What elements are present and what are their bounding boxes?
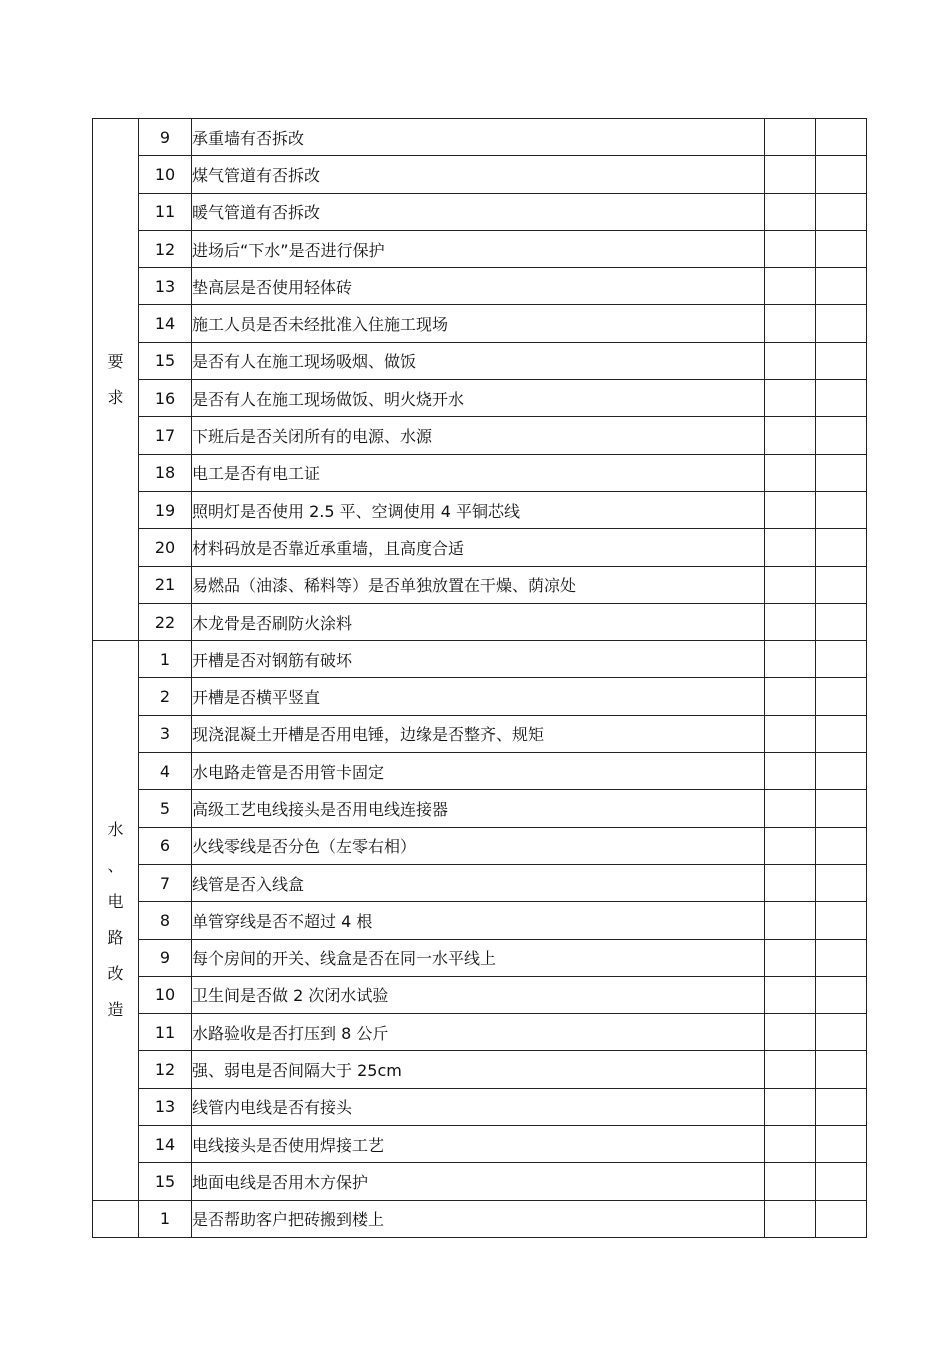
- item-number: 9: [139, 939, 192, 976]
- table-row: [93, 268, 867, 305]
- table-row: [93, 1200, 867, 1237]
- table-row: [93, 417, 867, 454]
- item-number: 16: [139, 380, 192, 417]
- check-cell-no[interactable]: [816, 268, 867, 305]
- check-cell-yes[interactable]: [765, 864, 816, 901]
- item-number: 5: [139, 790, 192, 827]
- table-row: [93, 753, 867, 790]
- table-row: [93, 491, 867, 528]
- item-description: 易燃品（油漆、稀料等）是否单独放置在干燥、荫凉处: [192, 566, 765, 603]
- table-row: [93, 864, 867, 901]
- check-cell-no[interactable]: [816, 342, 867, 379]
- check-cell-yes[interactable]: [765, 902, 816, 939]
- item-description: 单管穿线是否不超过 4 根: [192, 902, 765, 939]
- check-cell-yes[interactable]: [765, 1014, 816, 1051]
- item-description: 强、弱电是否间隔大于 25cm: [192, 1051, 765, 1088]
- check-cell-no[interactable]: [816, 1163, 867, 1200]
- check-cell-no[interactable]: [816, 864, 867, 901]
- check-cell-no[interactable]: [816, 454, 867, 491]
- table-row: [93, 1051, 867, 1088]
- table-row: [93, 342, 867, 379]
- table-row: [93, 678, 867, 715]
- item-number: 9: [139, 119, 192, 156]
- item-description: 线管内电线是否有接头: [192, 1088, 765, 1125]
- check-cell-yes[interactable]: [765, 715, 816, 752]
- item-number: 20: [139, 529, 192, 566]
- check-cell-no[interactable]: [816, 603, 867, 640]
- check-cell-no[interactable]: [816, 753, 867, 790]
- item-description: 线管是否入线盒: [192, 864, 765, 901]
- check-cell-yes[interactable]: [765, 753, 816, 790]
- check-cell-no[interactable]: [816, 1126, 867, 1163]
- item-description: 水路验收是否打压到 8 公斤: [192, 1014, 765, 1051]
- check-cell-no[interactable]: [816, 976, 867, 1013]
- check-cell-no[interactable]: [816, 491, 867, 528]
- table-row: [93, 827, 867, 864]
- category-label-char: 改: [107, 964, 124, 984]
- category-label: [93, 344, 138, 416]
- item-description: 煤气管道有否拆改: [192, 156, 765, 193]
- item-number: 14: [139, 1126, 192, 1163]
- check-cell-yes[interactable]: [765, 491, 816, 528]
- item-number: 17: [139, 417, 192, 454]
- table-row: [93, 566, 867, 603]
- item-description: 卫生间是否做 2 次闭水试验: [192, 976, 765, 1013]
- table-row: [93, 976, 867, 1013]
- table-row: [93, 529, 867, 566]
- table-row: [93, 193, 867, 230]
- item-number: 19: [139, 491, 192, 528]
- item-number: 8: [139, 902, 192, 939]
- item-number: 11: [139, 1014, 192, 1051]
- check-cell-no[interactable]: [816, 641, 867, 678]
- category-label-char: 要: [107, 351, 124, 371]
- check-cell-yes[interactable]: [765, 268, 816, 305]
- category-label-char: 、: [107, 856, 124, 876]
- category-cell: [93, 119, 139, 641]
- table-row: [93, 715, 867, 752]
- item-number: 22: [139, 603, 192, 640]
- check-cell-no[interactable]: [816, 230, 867, 267]
- check-cell-yes[interactable]: [765, 939, 816, 976]
- item-number: 15: [139, 342, 192, 379]
- item-number: 12: [139, 230, 192, 267]
- check-cell-yes[interactable]: [765, 230, 816, 267]
- item-description: 是否有人在施工现场吸烟、做饭: [192, 342, 765, 379]
- item-description: 火线零线是否分色（左零右相）: [192, 827, 765, 864]
- item-number: 12: [139, 1051, 192, 1088]
- table-row: [93, 790, 867, 827]
- category-label-char: 电: [107, 892, 124, 912]
- check-cell-no[interactable]: [816, 529, 867, 566]
- check-cell-no[interactable]: [816, 939, 867, 976]
- check-cell-yes[interactable]: [765, 1126, 816, 1163]
- check-cell-yes[interactable]: [765, 193, 816, 230]
- item-number: 10: [139, 976, 192, 1013]
- check-cell-no[interactable]: [816, 1014, 867, 1051]
- table-row: [93, 380, 867, 417]
- check-cell-no[interactable]: [816, 305, 867, 342]
- item-description: 垫高层是否使用轻体砖: [192, 268, 765, 305]
- item-description: 开槽是否横平竖直: [192, 678, 765, 715]
- check-cell-yes[interactable]: [765, 1200, 816, 1237]
- check-cell-no[interactable]: [816, 380, 867, 417]
- item-description: 现浇混凝土开槽是否用电锤，边缘是否整齐、规矩: [192, 715, 765, 752]
- category-cell: [93, 641, 139, 1200]
- check-cell-no[interactable]: [816, 417, 867, 454]
- item-description: 暖气管道有否拆改: [192, 193, 765, 230]
- item-description: 木龙骨是否刷防火涂料: [192, 603, 765, 640]
- item-description: 照明灯是否使用 2.5 平、空调使用 4 平铜芯线: [192, 491, 765, 528]
- item-description: 高级工艺电线接头是否用电线连接器: [192, 790, 765, 827]
- check-cell-no[interactable]: [816, 678, 867, 715]
- table-row: [93, 1163, 867, 1200]
- check-cell-yes[interactable]: [765, 119, 816, 156]
- check-cell-yes[interactable]: [765, 827, 816, 864]
- item-number: 7: [139, 864, 192, 901]
- category-label-char: 造: [107, 1000, 124, 1020]
- check-cell-yes[interactable]: [765, 417, 816, 454]
- check-cell-yes[interactable]: [765, 641, 816, 678]
- check-cell-yes[interactable]: [765, 1088, 816, 1125]
- table-row: [93, 156, 867, 193]
- item-description: 承重墙有否拆改: [192, 119, 765, 156]
- check-cell-yes[interactable]: [765, 603, 816, 640]
- check-cell-yes[interactable]: [765, 342, 816, 379]
- category-cell: [93, 1200, 139, 1237]
- item-description: 是否有人在施工现场做饭、明火烧开水: [192, 380, 765, 417]
- item-description: 电工是否有电工证: [192, 454, 765, 491]
- item-number: 18: [139, 454, 192, 491]
- table-row: [93, 1088, 867, 1125]
- check-cell-no[interactable]: [816, 790, 867, 827]
- check-cell-yes[interactable]: [765, 305, 816, 342]
- item-description: 进场后“下水”是否进行保护: [192, 230, 765, 267]
- item-number: 11: [139, 193, 192, 230]
- item-number: 13: [139, 268, 192, 305]
- check-cell-yes[interactable]: [765, 380, 816, 417]
- category-label-char: 求: [107, 387, 124, 407]
- check-cell-no[interactable]: [816, 1088, 867, 1125]
- check-cell-yes[interactable]: [765, 976, 816, 1013]
- item-number: 1: [139, 1200, 192, 1237]
- check-cell-yes[interactable]: [765, 529, 816, 566]
- item-number: 4: [139, 753, 192, 790]
- check-cell-yes[interactable]: [765, 156, 816, 193]
- table-row: [93, 305, 867, 342]
- table-row: [93, 454, 867, 491]
- category-label-char: 路: [107, 928, 124, 948]
- table-row: [93, 902, 867, 939]
- check-cell-yes[interactable]: [765, 1163, 816, 1200]
- item-number: 14: [139, 305, 192, 342]
- item-description: 每个房间的开关、线盒是否在同一水平线上: [192, 939, 765, 976]
- table-row: [93, 641, 867, 678]
- check-cell-no[interactable]: [816, 902, 867, 939]
- item-description: 电线接头是否使用焊接工艺: [192, 1126, 765, 1163]
- item-description: 下班后是否关闭所有的电源、水源: [192, 417, 765, 454]
- item-number: 10: [139, 156, 192, 193]
- table-row: [93, 1126, 867, 1163]
- table-row: [93, 939, 867, 976]
- check-cell-yes[interactable]: [765, 566, 816, 603]
- item-number: 15: [139, 1163, 192, 1200]
- item-description: 材料码放是否靠近承重墙，且高度合适: [192, 529, 765, 566]
- table-row: [93, 230, 867, 267]
- item-description: 开槽是否对钢筋有破坏: [192, 641, 765, 678]
- checklist-body: [93, 119, 867, 1238]
- item-number: 1: [139, 641, 192, 678]
- table-row: [93, 119, 867, 156]
- category-label: [93, 812, 138, 1028]
- check-cell-no[interactable]: [816, 156, 867, 193]
- check-cell-no[interactable]: [816, 566, 867, 603]
- item-description: 地面电线是否用木方保护: [192, 1163, 765, 1200]
- item-description: 施工人员是否未经批准入住施工现场: [192, 305, 765, 342]
- inspection-checklist-table: [92, 118, 867, 1238]
- category-label-char: 水: [107, 820, 124, 840]
- check-cell-no[interactable]: [816, 1200, 867, 1237]
- check-cell-no[interactable]: [816, 1051, 867, 1088]
- item-number: 21: [139, 566, 192, 603]
- item-number: 3: [139, 715, 192, 752]
- table-row: [93, 1014, 867, 1051]
- item-number: 6: [139, 827, 192, 864]
- table-row: [93, 603, 867, 640]
- check-cell-no[interactable]: [816, 715, 867, 752]
- item-description: 水电路走管是否用管卡固定: [192, 753, 765, 790]
- check-cell-no[interactable]: [816, 119, 867, 156]
- check-cell-no[interactable]: [816, 193, 867, 230]
- item-description: 是否帮助客户把砖搬到楼上: [192, 1200, 765, 1237]
- check-cell-yes[interactable]: [765, 678, 816, 715]
- check-cell-no[interactable]: [816, 827, 867, 864]
- check-cell-yes[interactable]: [765, 1051, 816, 1088]
- check-cell-yes[interactable]: [765, 790, 816, 827]
- check-cell-yes[interactable]: [765, 454, 816, 491]
- item-number: 13: [139, 1088, 192, 1125]
- item-number: 2: [139, 678, 192, 715]
